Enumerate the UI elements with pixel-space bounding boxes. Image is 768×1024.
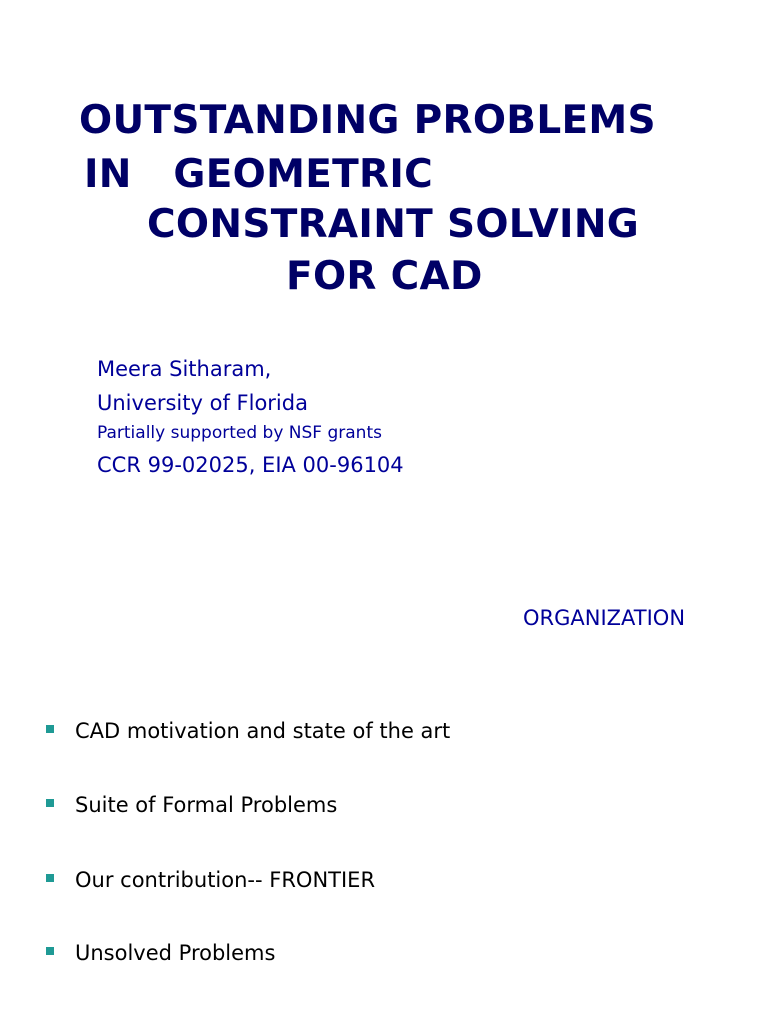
list-item — [46, 867, 375, 893]
list-item — [46, 792, 337, 818]
list-item-text: CAD motivation and state of the art — [75, 718, 451, 743]
square-bullet-icon — [46, 947, 54, 955]
title-line-3: CONSTRAINT SOLVING — [147, 202, 640, 247]
title-line-2: IN GEOMETRIC — [84, 152, 434, 197]
list-item-text: Suite of Formal Problems — [75, 792, 338, 817]
list-item-text: Unsolved Problems — [75, 940, 276, 965]
author-affiliation: University of Florida — [97, 391, 308, 415]
grant-numbers: CCR 99-02025, EIA 00-96104 — [97, 453, 404, 477]
list-item-text: Our contribution-- FRONTIER — [75, 867, 376, 892]
list-item — [46, 940, 275, 966]
title-line-4: FOR CAD — [286, 254, 483, 299]
organization-heading: ORGANIZATION — [523, 606, 686, 630]
square-bullet-icon — [46, 799, 54, 807]
list-item — [46, 718, 450, 744]
funding-note: Partially supported by NSF grants — [97, 423, 382, 443]
square-bullet-icon — [46, 874, 54, 882]
author-name: Meera Sitharam, — [97, 357, 272, 381]
title-line-1: OUTSTANDING PROBLEMS — [79, 98, 656, 143]
square-bullet-icon — [46, 725, 54, 733]
